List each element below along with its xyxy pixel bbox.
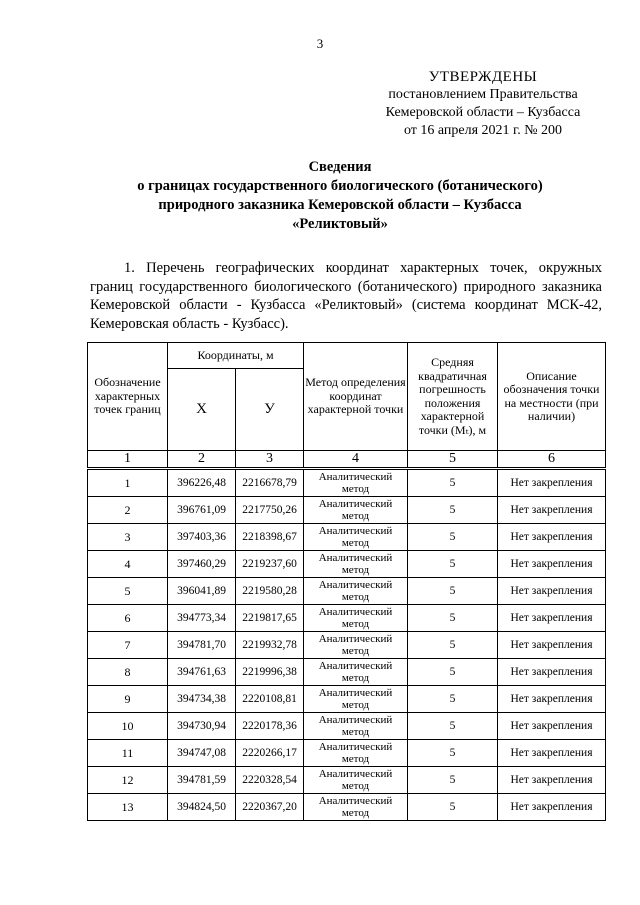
cell-method: Аналитический метод bbox=[304, 632, 408, 659]
cell-error: 5 bbox=[408, 686, 498, 713]
header-y: У bbox=[236, 369, 304, 451]
approval-line-2: Кемеровской области – Кузбасса bbox=[385, 105, 581, 120]
table-row bbox=[88, 686, 606, 713]
table-row bbox=[88, 740, 606, 767]
table-row bbox=[88, 659, 606, 686]
cell-point-number: 3 bbox=[88, 524, 168, 551]
header-x: X bbox=[168, 369, 236, 451]
cell-coord-y: 2220108,81 bbox=[236, 686, 304, 713]
header-method: Метод определения координат характерной точки bbox=[304, 343, 408, 451]
cell-method: Аналитический метод bbox=[304, 578, 408, 605]
cell-description: Нет закрепления bbox=[498, 524, 606, 551]
coordinates-table bbox=[87, 342, 606, 821]
table-row bbox=[88, 469, 606, 497]
cell-method: Аналитический метод bbox=[304, 740, 408, 767]
table-row bbox=[88, 578, 606, 605]
cell-coord-y: 2217750,26 bbox=[236, 497, 304, 524]
cell-method: Аналитический метод bbox=[304, 794, 408, 821]
title-line-3: природного заказника Кемеровской области – Кузбасса bbox=[158, 197, 522, 213]
column-number: 1 bbox=[88, 451, 168, 469]
cell-description: Нет закрепления bbox=[498, 469, 606, 497]
cell-coord-y: 2219237,60 bbox=[236, 551, 304, 578]
table-row bbox=[88, 524, 606, 551]
cell-coord-x: 394781,70 bbox=[168, 632, 236, 659]
cell-coord-x: 394730,94 bbox=[168, 713, 236, 740]
cell-error: 5 bbox=[408, 497, 498, 524]
cell-description: Нет закрепления bbox=[498, 659, 606, 686]
cell-coord-y: 2219580,28 bbox=[236, 578, 304, 605]
cell-coord-x: 396761,09 bbox=[168, 497, 236, 524]
table-row bbox=[88, 767, 606, 794]
cell-coord-x: 394747,08 bbox=[168, 740, 236, 767]
cell-point-number: 11 bbox=[88, 740, 168, 767]
cell-coord-x: 396226,48 bbox=[168, 469, 236, 497]
cell-description: Нет закрепления bbox=[498, 740, 606, 767]
cell-coord-x: 397403,36 bbox=[168, 524, 236, 551]
table-body bbox=[88, 469, 606, 821]
cell-description: Нет закрепления bbox=[498, 578, 606, 605]
title-line-4: «Реликтовый» bbox=[292, 216, 388, 232]
cell-description: Нет закрепления bbox=[498, 767, 606, 794]
column-number: 4 bbox=[304, 451, 408, 469]
cell-point-number: 1 bbox=[88, 469, 168, 497]
cell-point-number: 12 bbox=[88, 767, 168, 794]
approval-line-3: от 16 апреля 2021 г. № 200 bbox=[403, 123, 563, 138]
column-number: 6 bbox=[498, 451, 606, 469]
cell-coord-x: 394734,38 bbox=[168, 686, 236, 713]
cell-point-number: 2 bbox=[88, 497, 168, 524]
cell-coord-y: 2220178,36 bbox=[236, 713, 304, 740]
table-row bbox=[88, 632, 606, 659]
cell-method: Аналитический метод bbox=[304, 713, 408, 740]
cell-coord-x: 394761,63 bbox=[168, 659, 236, 686]
cell-description: Нет закрепления bbox=[498, 794, 606, 821]
table-row bbox=[88, 551, 606, 578]
approval-line-1: постановлением Правительства bbox=[388, 87, 578, 102]
cell-error: 5 bbox=[408, 767, 498, 794]
cell-coord-y: 2219817,65 bbox=[236, 605, 304, 632]
cell-method: Аналитический метод bbox=[304, 767, 408, 794]
cell-description: Нет закрепления bbox=[498, 632, 606, 659]
cell-coord-x: 394824,50 bbox=[168, 794, 236, 821]
cell-method: Аналитический метод bbox=[304, 551, 408, 578]
table-row bbox=[88, 794, 606, 821]
cell-error: 5 bbox=[408, 740, 498, 767]
cell-description: Нет закрепления bbox=[498, 551, 606, 578]
cell-coord-y: 2220367,20 bbox=[236, 794, 304, 821]
cell-point-number: 4 bbox=[88, 551, 168, 578]
cell-point-number: 5 bbox=[88, 578, 168, 605]
cell-coord-y: 2220328,54 bbox=[236, 767, 304, 794]
cell-description: Нет закрепления bbox=[498, 497, 606, 524]
cell-point-number: 9 bbox=[88, 686, 168, 713]
cell-coord-y: 2220266,17 bbox=[236, 740, 304, 767]
header-error: Средняя квадратичная погрешность положения характерной точки (Mₜ), м bbox=[408, 343, 498, 451]
title-line-2: о границах государственного биологического (ботанического) bbox=[137, 178, 543, 194]
cell-description: Нет закрепления bbox=[498, 605, 606, 632]
cell-coord-x: 394773,34 bbox=[168, 605, 236, 632]
cell-method: Аналитический метод bbox=[304, 686, 408, 713]
cell-point-number: 8 bbox=[88, 659, 168, 686]
cell-coord-x: 397460,29 bbox=[168, 551, 236, 578]
approval-block bbox=[368, 68, 598, 140]
header-designation: Обозначение характерных точек границ bbox=[88, 343, 168, 451]
table-row bbox=[88, 713, 606, 740]
cell-point-number: 7 bbox=[88, 632, 168, 659]
intro-paragraph: 1. Перечень географических координат характерных точек, окружных границ государственного биологического (ботанического) природного заказника Кемеровской области - Кузбасса «Реликтовый» (система координат МСК-42, Кемеровская область - Кузбасс). bbox=[90, 260, 602, 332]
cell-coord-y: 2216678,79 bbox=[236, 469, 304, 497]
cell-error: 5 bbox=[408, 605, 498, 632]
table-row bbox=[88, 605, 606, 632]
title-line-1: Сведения bbox=[308, 159, 372, 175]
approval-heading: УТВЕРЖДЕНЫ bbox=[428, 69, 538, 85]
column-number-row bbox=[88, 451, 606, 469]
cell-error: 5 bbox=[408, 794, 498, 821]
cell-coord-y: 2219996,38 bbox=[236, 659, 304, 686]
cell-method: Аналитический метод bbox=[304, 524, 408, 551]
cell-description: Нет закрепления bbox=[498, 713, 606, 740]
cell-coord-y: 2218398,67 bbox=[236, 524, 304, 551]
cell-error: 5 bbox=[408, 632, 498, 659]
column-number: 3 bbox=[236, 451, 304, 469]
cell-error: 5 bbox=[408, 524, 498, 551]
cell-coord-y: 2219932,78 bbox=[236, 632, 304, 659]
cell-error: 5 bbox=[408, 659, 498, 686]
cell-point-number: 13 bbox=[88, 794, 168, 821]
cell-method: Аналитический метод bbox=[304, 469, 408, 497]
column-number: 5 bbox=[408, 451, 498, 469]
cell-method: Аналитический метод bbox=[304, 659, 408, 686]
page-number: 3 bbox=[316, 36, 324, 51]
cell-error: 5 bbox=[408, 551, 498, 578]
cell-error: 5 bbox=[408, 578, 498, 605]
cell-method: Аналитический метод bbox=[304, 497, 408, 524]
cell-error: 5 bbox=[408, 469, 498, 497]
cell-description: Нет закрепления bbox=[498, 686, 606, 713]
cell-coord-x: 394781,59 bbox=[168, 767, 236, 794]
cell-coord-x: 396041,89 bbox=[168, 578, 236, 605]
header-description: Описание обозначения точки на местности (при наличии) bbox=[498, 343, 606, 451]
cell-error: 5 bbox=[408, 713, 498, 740]
column-number: 2 bbox=[168, 451, 236, 469]
document-title bbox=[60, 158, 620, 234]
cell-method: Аналитический метод bbox=[304, 605, 408, 632]
cell-point-number: 10 bbox=[88, 713, 168, 740]
header-coordinates: Координаты, м bbox=[168, 343, 304, 369]
table-row bbox=[88, 497, 606, 524]
cell-point-number: 6 bbox=[88, 605, 168, 632]
